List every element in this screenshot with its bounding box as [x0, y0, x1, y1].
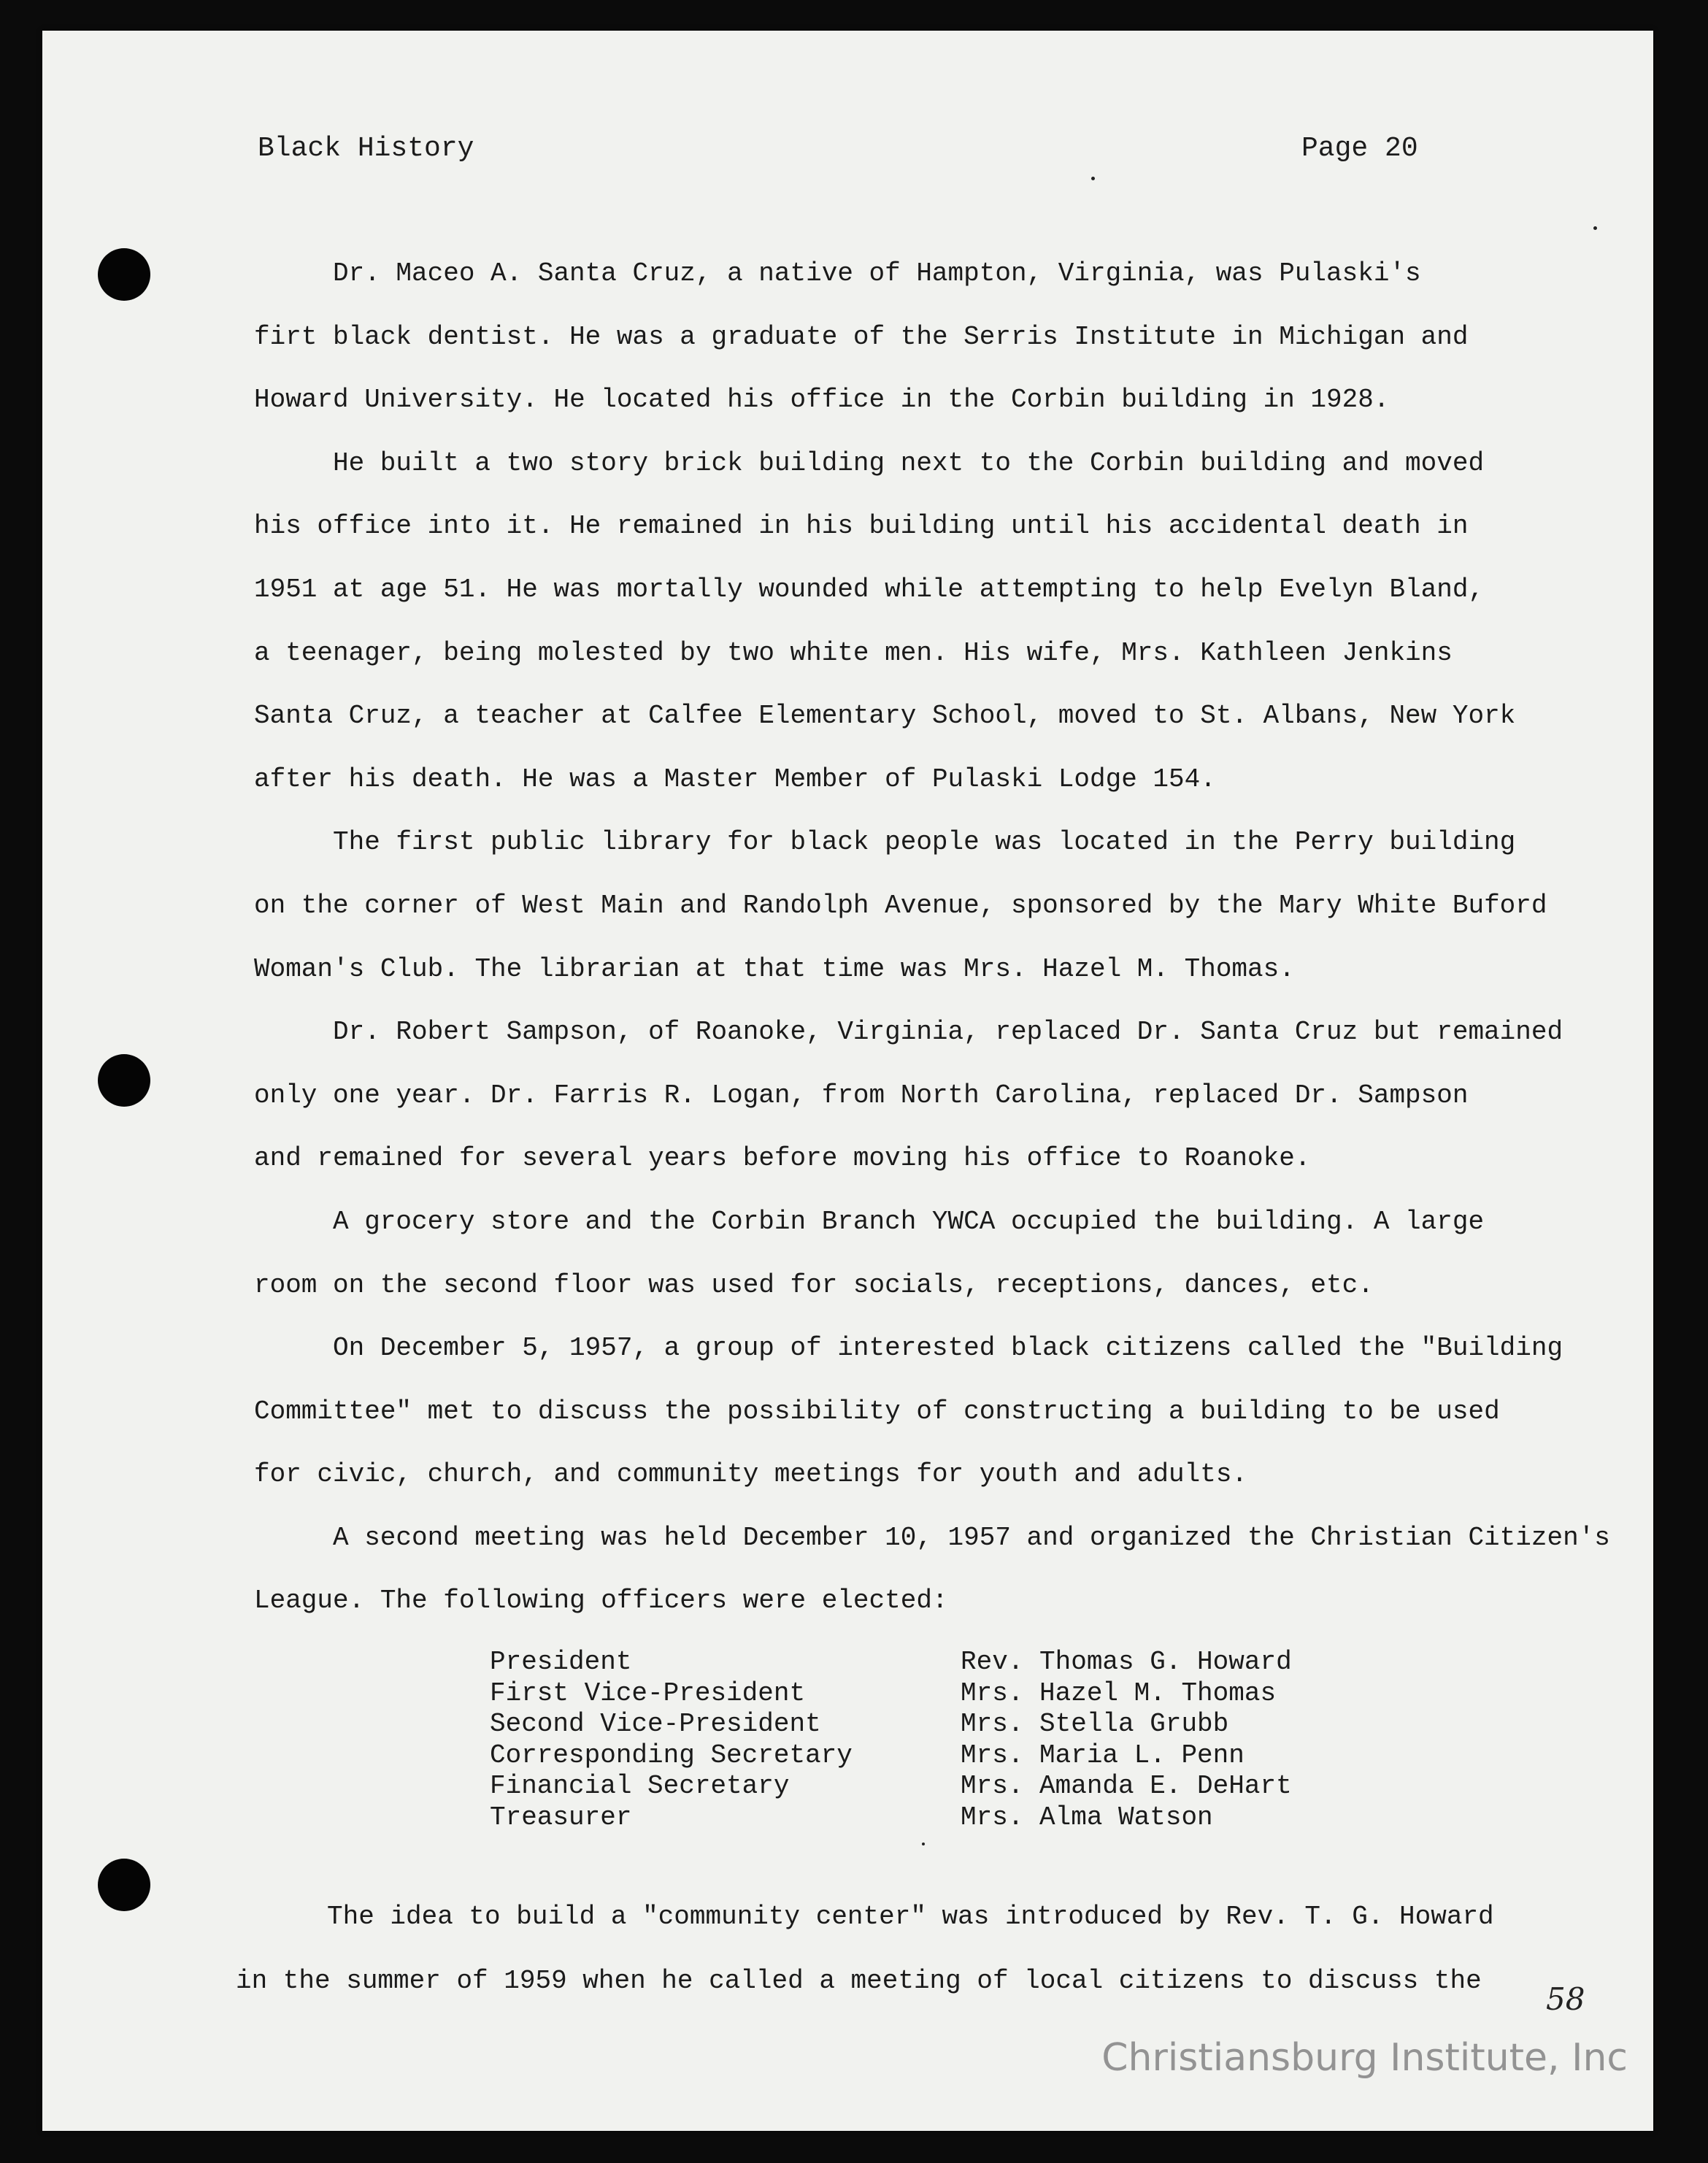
document-title: Black History [258, 133, 474, 164]
text-line: Dr. Maceo A. Santa Cruz, a native of Hampton, Virginia, was Pulaski's [333, 258, 1421, 288]
officer-name: Mrs. Hazel M. Thomas [961, 1678, 1277, 1708]
text-line: He built a two story brick building next to the Corbin building and moved [333, 447, 1485, 478]
ink-speck [1091, 177, 1095, 180]
text-line: Dr. Robert Sampson, of Roanoke, Virginia, replaced Dr. Santa Cruz but remained [333, 1017, 1563, 1048]
officer-title: President [490, 1647, 632, 1677]
text-line: Committee" met to discuss the possibility of constructing a building to be used [254, 1396, 1500, 1426]
text-line: his office into it. He remained in his building until his accidental death in [254, 511, 1469, 542]
text-line: room on the second floor was used for socials, receptions, dances, etc. [254, 1269, 1374, 1300]
officer-title: Second Vice-President [490, 1709, 821, 1739]
text-line: The first public library for black people was located in the Perry building [333, 827, 1516, 858]
officer-title: Treasurer [490, 1802, 632, 1832]
text-line: in the summer of 1959 when he called a meeting of local citizens to discuss the [236, 1966, 1482, 1996]
officer-title: Corresponding Secretary [490, 1740, 853, 1770]
text-line: On December 5, 1957, a group of interested black citizens called the "Building [333, 1333, 1563, 1364]
text-line: 1951 at age 51. He was mortally wounded while attempting to help Evelyn Bland, [254, 574, 1485, 604]
ink-speck [1593, 226, 1597, 230]
punch-hole-bottom [98, 1859, 150, 1911]
text-line: for civic, church, and community meetings for youth and adults. [254, 1459, 1248, 1490]
text-line: The idea to build a "community center" was introduced by Rev. T. G. Howard [327, 1902, 1494, 1932]
text-line: after his death. He was a Master Member of Pulaski Lodge 154. [254, 764, 1216, 794]
officer-name: Mrs. Maria L. Penn [961, 1740, 1245, 1770]
text-line: Woman's Club. The librarian at that time was Mrs. Hazel M. Thomas. [254, 953, 1295, 984]
officer-name: Mrs. Alma Watson [961, 1802, 1213, 1832]
watermark: Christiansburg Institute, Inc [1101, 2036, 1628, 2080]
page-number: Page 20 [1301, 133, 1418, 164]
text-line: only one year. Dr. Farris R. Logan, from North Carolina, replaced Dr. Sampson [254, 1080, 1469, 1110]
text-line: Santa Cruz, a teacher at Calfee Elementary School, moved to St. Albans, New York [254, 701, 1516, 731]
officer-name: Rev. Thomas G. Howard [961, 1647, 1292, 1677]
text-line: Howard University. He located his office in the Corbin building in 1928. [254, 385, 1390, 415]
closing-paragraph [236, 1885, 1494, 2013]
officer-name: Mrs. Stella Grubb [961, 1709, 1229, 1739]
handwritten-page-number: 58 [1546, 1981, 1585, 2017]
punch-hole-top [98, 248, 150, 301]
officer-name: Mrs. Amanda E. DeHart [961, 1771, 1292, 1801]
text-line: League. The following officers were elected: [254, 1586, 948, 1616]
text-line: A second meeting was held December 10, 1957 and organized the Christian Citizen's [333, 1522, 1610, 1553]
body-text [254, 242, 1626, 1633]
ink-speck [922, 1843, 925, 1845]
text-line: a teenager, being molested by two white men. His wife, Mrs. Kathleen Jenkins [254, 637, 1453, 668]
officer-title: Financial Secretary [490, 1771, 790, 1801]
text-line: firt black dentist. He was a graduate of the Serris Institute in Michigan and [254, 321, 1469, 352]
punch-hole-middle [98, 1054, 150, 1107]
officer-title: First Vice-President [490, 1678, 806, 1708]
text-line: and remained for several years before moving his office to Roanoke. [254, 1143, 1311, 1174]
text-line: A grocery store and the Corbin Branch YWCA occupied the building. A large [333, 1206, 1485, 1237]
typed-page [42, 31, 1653, 2131]
text-line: on the corner of West Main and Randolph Avenue, sponsored by the Mary White Buford [254, 890, 1547, 921]
